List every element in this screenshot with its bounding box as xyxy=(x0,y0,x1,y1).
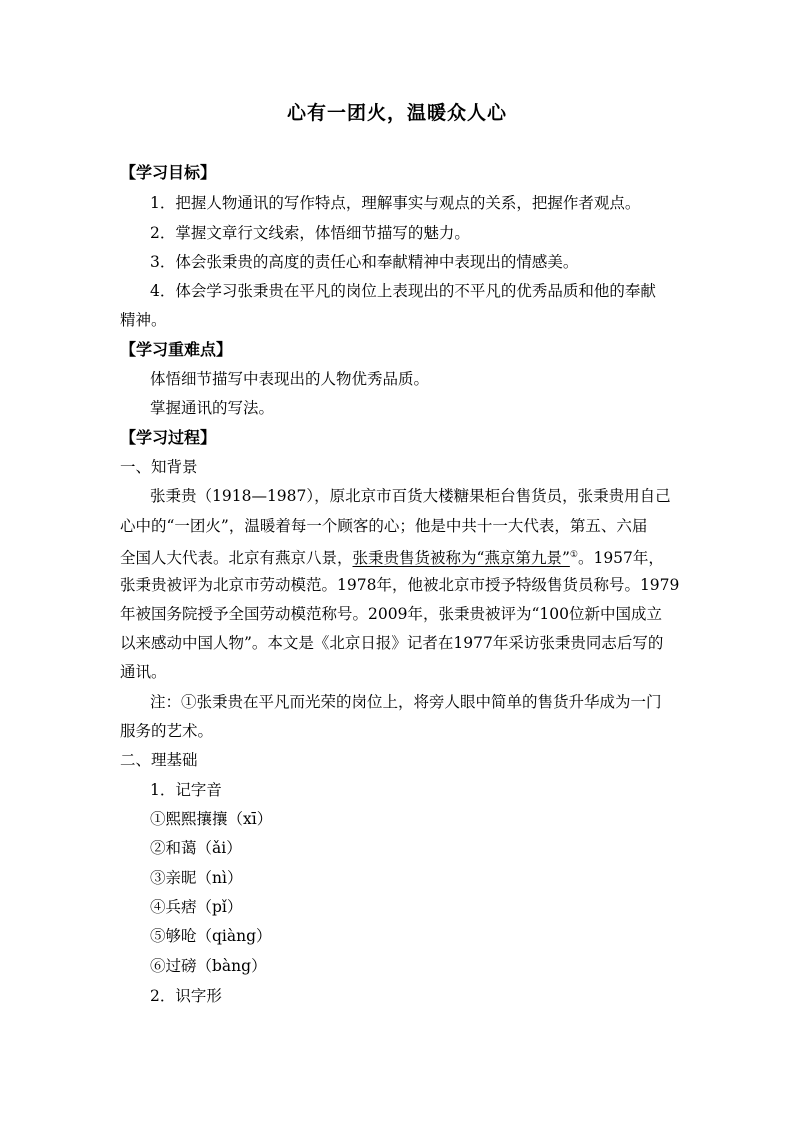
background-line-7: 通讯。 xyxy=(120,663,167,681)
note-line-2: 服务的艺术。 xyxy=(120,722,214,740)
objective-2: 2．掌握文章行文线索，体悟细节描写的魅力。 xyxy=(150,224,470,242)
subsection-1-heading: 1．记字音 xyxy=(150,781,222,799)
background-line-3-start: 全国人大代表。北京有燕京八景， xyxy=(120,549,353,567)
footnote-marker: ① xyxy=(569,550,578,560)
pronunciation-item: ①熙熙攘攘（xī） xyxy=(150,810,273,828)
pronunciation-item: ③亲昵（nì） xyxy=(150,869,243,887)
underlined-phrase: 张秉贵售货被称为“燕京第九景” xyxy=(352,549,570,567)
page-title: 心有一团火，温暖众人心 xyxy=(286,102,507,124)
section-1-heading: 一、知背景 xyxy=(120,458,198,476)
subsection-2-heading: 2．识字形 xyxy=(150,987,222,1005)
background-line-2: 心中的“一团火”，温暖着每一个顾客的心；他是中共十一大代表，第五、六届 xyxy=(120,517,648,535)
pronunciation-item: ②和蔼（ǎi） xyxy=(150,839,242,857)
note-line-1: 注：①张秉贵在平凡而光荣的岗位上，将旁人眼中简单的售货升华成为一门 xyxy=(150,693,662,711)
pronunciation-item: ⑥过磅（bàng） xyxy=(150,957,267,975)
key-points-heading: 【学习重难点】 xyxy=(120,340,233,359)
background-line-4: 张秉贵被评为北京市劳动模范。1978年，他被北京市授予特级售货员称号。1979 xyxy=(120,576,680,594)
key-point-1: 体悟细节描写中表现出的人物优秀品质。 xyxy=(150,370,430,388)
background-line-6: 以来感动中国人物”。本文是《北京日报》记者在1977年采访张秉贵同志后写的 xyxy=(120,634,664,652)
pronunciation-item: ④兵痞（pǐ） xyxy=(150,898,243,916)
key-point-2: 掌握通讯的写法。 xyxy=(150,399,275,417)
process-heading: 【学习过程】 xyxy=(120,428,217,447)
section-2-heading: 二、理基础 xyxy=(120,751,198,769)
objectives-heading: 【学习目标】 xyxy=(120,163,217,182)
objective-3: 3．体会张秉贵的高度的责任心和奉献精神中表现出的情感美。 xyxy=(150,253,579,271)
background-line-5: 年被国务院授予全国劳动模范称号。2009年，张秉贵被评为“100位新中国成立 xyxy=(120,605,662,623)
objective-1: 1．把握人物通讯的写作特点，理解事实与观点的关系，把握作者观点。 xyxy=(150,194,641,212)
background-line-1: 张秉贵（1918—1987），原北京市百货大楼糖果柜台售货员，张秉贵用自己 xyxy=(150,487,671,505)
objective-4-line-1: 4．体会学习张秉贵在平凡的岗位上表现出的不平凡的优秀品质和他的奉献 xyxy=(150,282,656,300)
pronunciation-item: ⑤够呛（qiàng） xyxy=(150,927,272,945)
background-line-3-end: 。1957年， xyxy=(577,549,664,567)
objective-4-line-2: 精神。 xyxy=(120,311,167,329)
background-line-3 xyxy=(120,541,680,573)
